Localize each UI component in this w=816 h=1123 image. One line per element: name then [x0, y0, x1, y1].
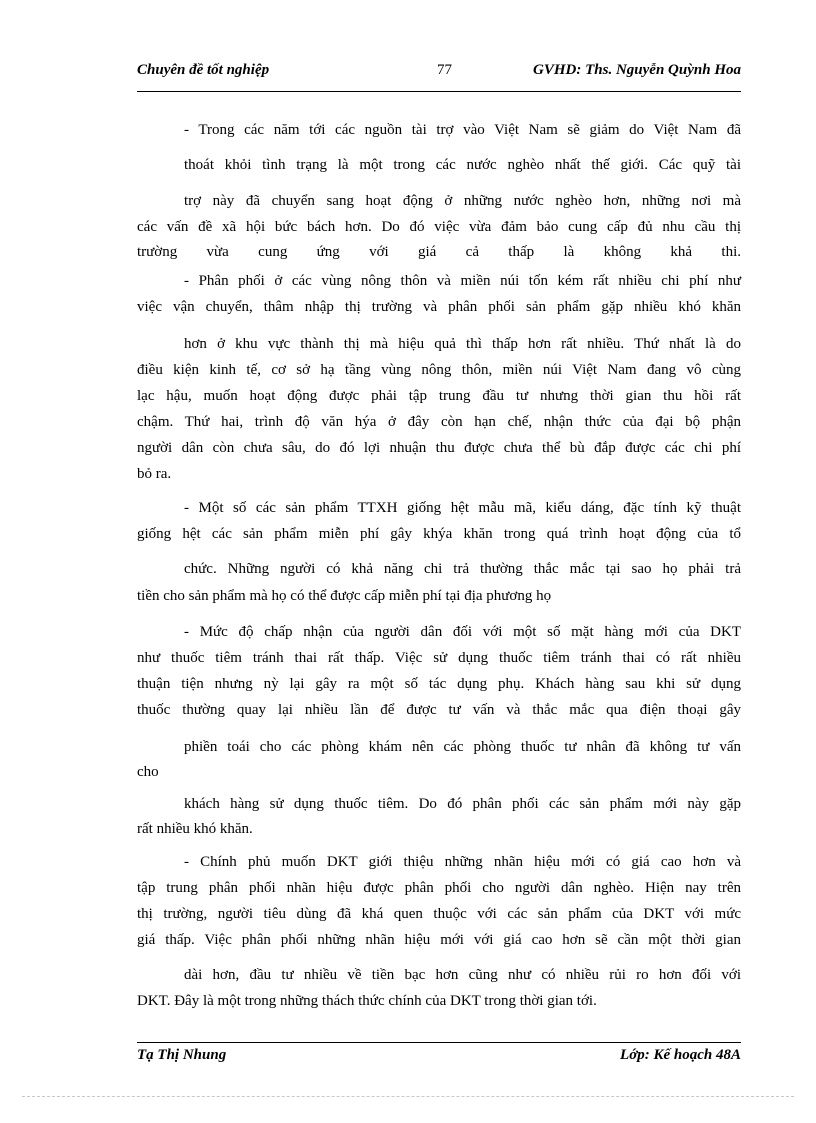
page-footer: [137, 1047, 741, 1071]
text-line: giá thấp. Việc phân phối những nhãn hiệu mới với giá cao hơn sẽ cần một thời gian: [137, 932, 741, 948]
page-header: [137, 62, 741, 90]
text-line: chậm. Thứ hai, trình độ văn hýa ở đây còn hạn chế, nhận thức của đại bộ phận: [137, 414, 741, 430]
text-line: phiền toái cho các phòng khám nên các phòng thuốc tư nhân đã không tư vấn: [184, 739, 741, 755]
page-number: 77: [437, 62, 452, 78]
text-line: người dân còn chưa sâu, do đó lợi nhuận thu được chưa thể bù đắp được các chi phí: [137, 440, 741, 456]
text-line: rất nhiều khó khăn.: [137, 821, 253, 837]
text-line: lạc hậu, muốn hoạt động được phải tập trung đầu tư nhưng thời gian thu hồi rất: [137, 388, 741, 404]
footer-rule: [137, 1042, 741, 1043]
text-line: hơn ở khu vực thành thị mà hiệu quả thì thấp hơn rất nhiều. Thứ nhất là do: [184, 336, 741, 352]
text-line: tiền cho sản phẩm mà họ có thể được cấp miễn phí tại địa phương họ: [137, 588, 552, 604]
text-line: thuận tiện nhưng nỳ lại gây ra một số tác dụng phụ. Khách hàng sau khi sử dụng: [137, 676, 741, 692]
header-thesis-title: Chuyên đề tốt nghiệp: [137, 62, 270, 78]
footer-class: Lớp: Kế hoạch 48A: [620, 1047, 741, 1063]
text-line: DKT. Đây là một trong những thách thức chính của DKT trong thời gian tới.: [137, 993, 597, 1009]
footer-author: Tạ Thị Nhung: [137, 1047, 227, 1063]
text-line: điều kiện kinh tế, cơ sở hạ tầng vùng nông thôn, miền núi Việt Nam đang vô cùng: [137, 362, 741, 378]
text-line: - Mức độ chấp nhận của người dân đối với một số mặt hàng mới của DKT: [184, 624, 741, 640]
text-line: cho: [137, 764, 159, 780]
text-line: bỏ ra.: [137, 466, 172, 482]
text-line: chức. Những người có khả năng chi trả thường thắc mắc tại sao họ phải trả: [184, 561, 741, 577]
page-break-divider: [22, 1096, 794, 1097]
text-line: thoát khỏi tình trạng là một trong các nước nghèo nhất thế giới. Các quỹ tài: [184, 157, 741, 173]
text-line: - Phân phối ở các vùng nông thôn và miền núi tốn kém rất nhiều chi phí như: [184, 273, 741, 289]
text-line: trường vừa cung ứng với giá cả thấp là không khả thi.: [137, 244, 741, 260]
text-line: - Trong các năm tới các nguồn tài trợ vào Việt Nam sẽ giảm do Việt Nam đã: [184, 122, 741, 138]
header-supervisor: GVHD: Ths. Nguyễn Quỳnh Hoa: [533, 62, 741, 78]
text-line: thị trường, người tiêu dùng đã khá quen thuộc với các sản phẩm của DKT với mức: [137, 906, 741, 922]
text-line: khách hàng sử dụng thuốc tiêm. Do đó phân phối các sản phẩm mới này gặp: [184, 796, 741, 812]
text-line: tập trung phân phối nhãn hiệu được phân phối cho người dân nghèo. Hiện nay trên: [137, 880, 741, 896]
text-line: - Một số các sản phẩm TTXH giống hệt mẫu mã, kiểu dáng, đặc tính kỹ thuật: [184, 500, 741, 516]
text-line: việc vận chuyển, thâm nhập thị trường và phân phối sản phẩm gặp nhiều khó khăn: [137, 299, 741, 315]
text-line: - Chính phủ muốn DKT giới thiệu những nhãn hiệu mới có giá cao hơn và: [184, 854, 741, 870]
text-line: trợ này đã chuyển sang hoạt động ở những nước nghèo hơn, những nơi mà: [184, 193, 741, 209]
text-line: như thuốc tiêm tránh thai rất thấp. Việc sử dụng thuốc tiêm tránh thai có rất nhiều: [137, 650, 741, 666]
text-line: giống hệt các sản phẩm miễn phí gây khýa khăn trong quá trình hoạt động của tổ: [137, 526, 741, 542]
header-rule: [137, 91, 741, 92]
text-line: thuốc thường quay lại nhiều lần để được tư vấn và thắc mắc qua điện thoại gây: [137, 702, 741, 718]
text-line: dài hơn, đầu tư nhiều về tiền bạc hơn cũng như có nhiều rủi ro hơn đối với: [184, 967, 741, 983]
text-line: các vấn đề xã hội bức bách hơn. Do đó việc vừa đảm bảo cung cấp đủ nhu cầu thị: [137, 219, 741, 235]
